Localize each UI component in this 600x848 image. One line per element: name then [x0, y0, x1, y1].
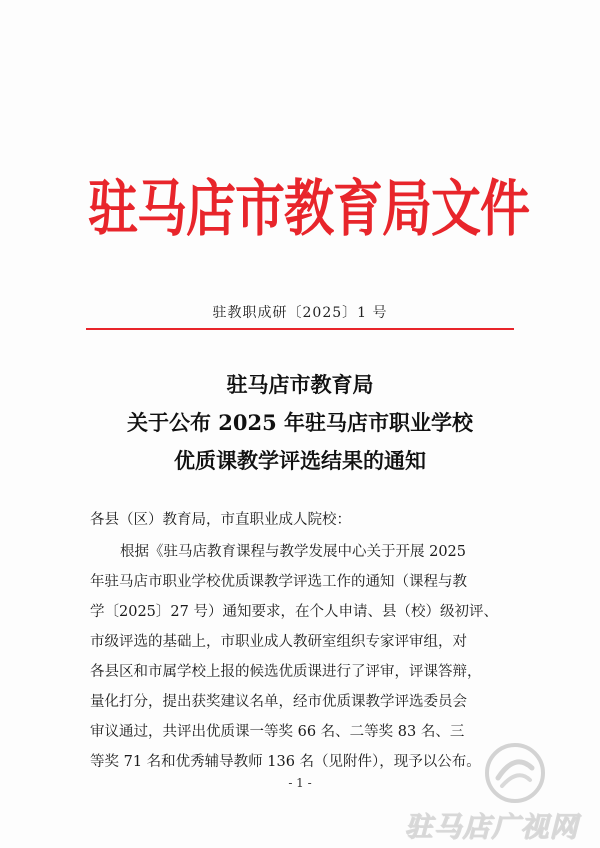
red-divider-line — [86, 328, 514, 330]
document-number: 驻教职成研〔2025〕1 号 — [212, 305, 388, 321]
title-line-1: 驻马店市教育局 — [226, 372, 374, 397]
body-line-8: 等奖 71 名和优秀辅导教师 136 名（见附件），现予以公布。 — [90, 754, 481, 770]
masthead-title: 驻马店市教育局文件 — [88, 173, 529, 245]
page-number: - 1 - — [288, 776, 312, 790]
body-line-5: 各县区和市属学校上报的候选优质课进行了评审，评课答辩， — [90, 664, 482, 680]
title-line-2: 关于公布 2025 年驻马店市职业学校 — [126, 410, 474, 435]
body-line-3: 学〔2025〕27 号）通知要求，在个人申请、县（校）级初评、 — [90, 604, 498, 620]
salutation: 各县（区）教育局，市直职业成人院校： — [90, 512, 351, 528]
title-line-3: 优质课教学评选结果的通知 — [174, 448, 426, 473]
body-line-4: 市级评选的基础上，市职业成人教研室组织专家评审组，对 — [90, 634, 467, 650]
body-line-6: 量化打分，提出获奖建议名单，经市优质课教学评选委员会 — [90, 694, 467, 710]
body-line-2: 年驻马店市职业学校优质课教学评选工作的通知（课程与教 — [90, 574, 467, 590]
body-line-7: 审议通过，共评出优质课一等奖 66 名、二等奖 83 名、三 — [90, 724, 465, 740]
body-line-1: 根据《驻马店教育课程与教学发展中心关于开展 2025 — [120, 544, 467, 560]
watermark — [398, 793, 598, 841]
watermark-text: 驻马店广视网 — [404, 810, 579, 843]
